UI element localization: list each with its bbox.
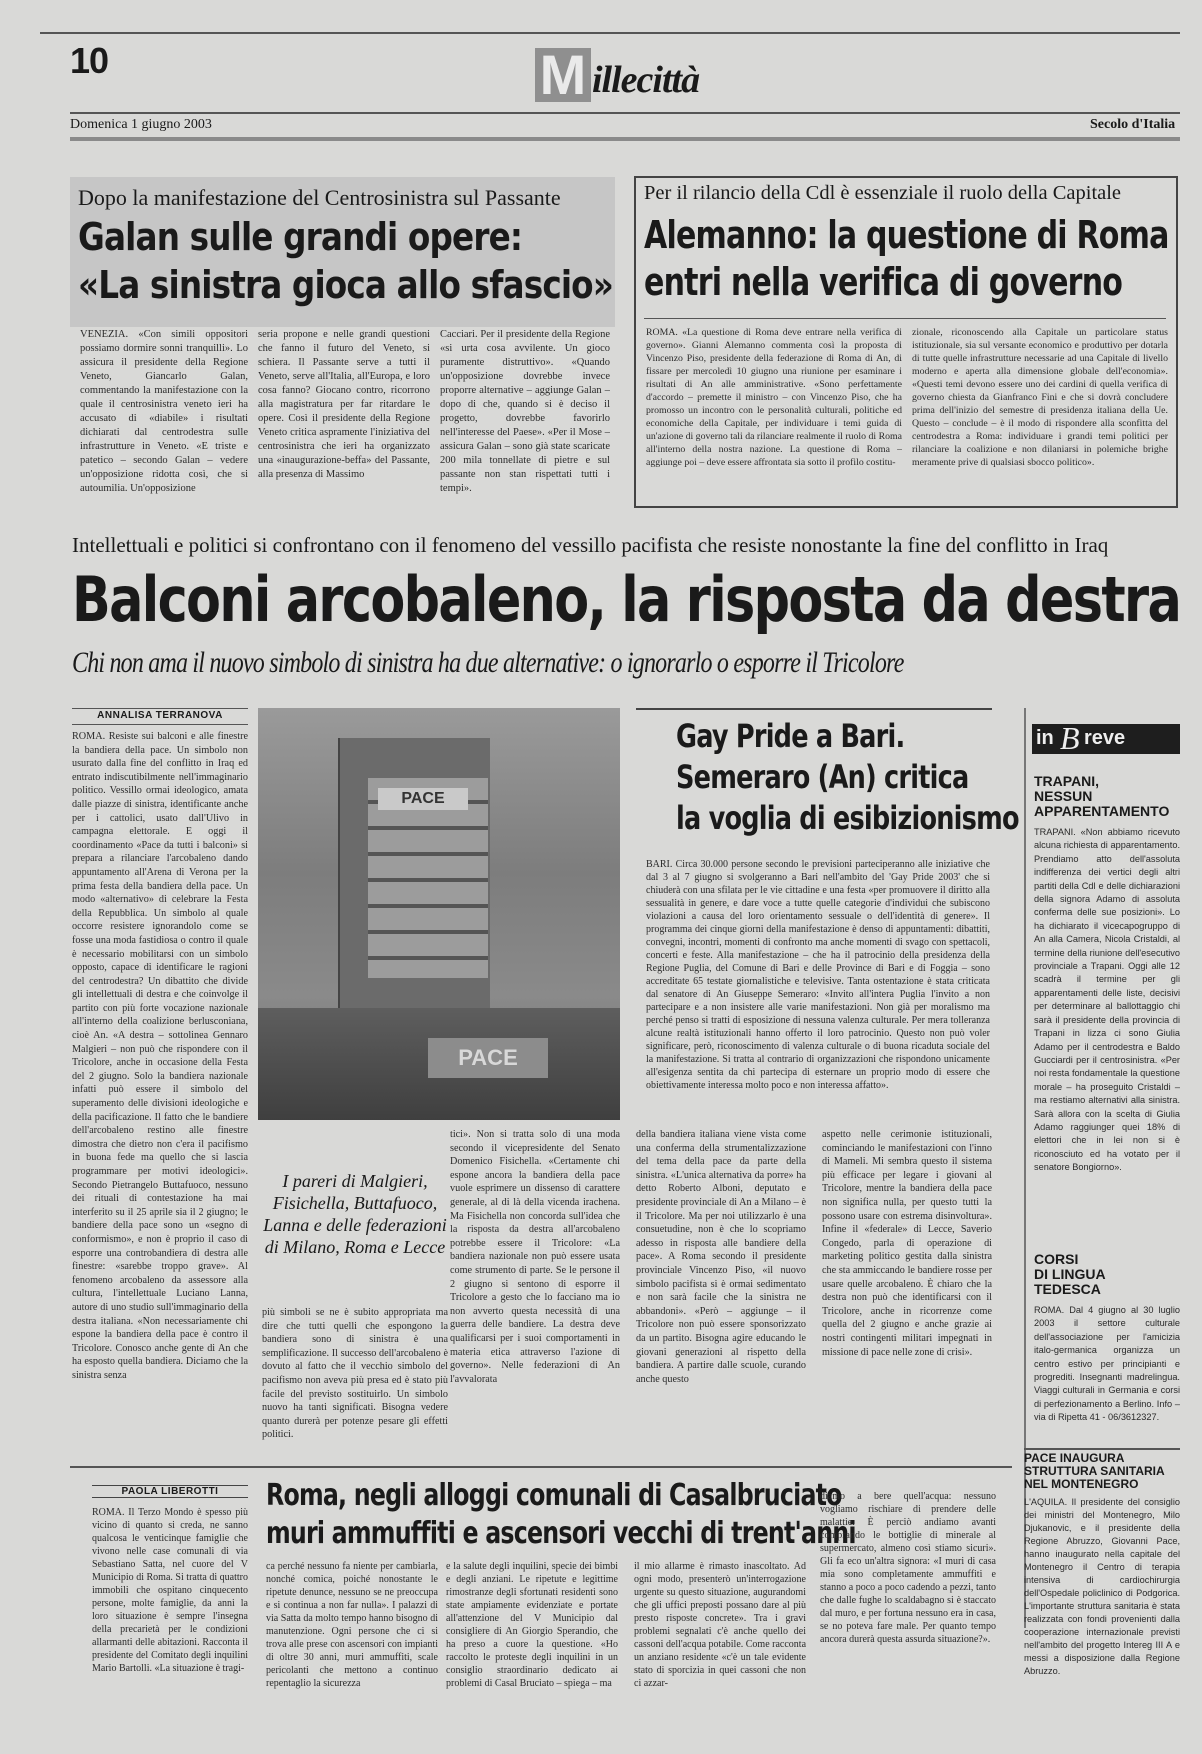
issue-date: Domenica 1 giugno 2003 xyxy=(70,117,212,132)
galan-headline-2: «La sinistra gioca allo sfascio» xyxy=(78,263,614,307)
brief-1-title-line-1: TRAPANI, xyxy=(1034,773,1100,789)
brief-3-title xyxy=(1024,1452,1180,1491)
casalbruciato-column-2: ca perché nessuno fa niente per cambiarla, nonché comica, poiché nonostante le ripetute denunce, nessuno se ne preoccupa e si continua a non far nulla». I palazzi di via Satta da molto tempo hanno bisogno di manutenzione. Ogni persone che ci si trova alle prese con ascensori con impianti di oltre 30 anni, muri ammuffiti, scale pericolanti che mettono a continuo repentaglio la sicurezza xyxy=(266,1561,438,1689)
casalbruciato-column-4: il mio allarme è rimasto inascoltato. Ad ogni modo, presenterò un'interrogazione urgente su questo situazione, augurandomi che gli uffici preposti possano dare al più presto risposte concrete». Tra i gravi problemi segnalati c'è anche quello dei cassoni dell'acqua potabile. Come racconta un anziano residente «c'è un tale evidente stato di sporcizia in quei cassoni che non ci azzar- xyxy=(634,1561,806,1689)
gaypride-rule xyxy=(636,708,992,710)
casalbruciato-rule xyxy=(70,1466,1012,1468)
top-rule xyxy=(40,32,1180,34)
brief-3-title-line-3: NEL MONTENEGRO xyxy=(1024,1477,1139,1491)
main-kicker: Intellettuali e politici si confrontano con il fenomeno del vessillo pacifista che resiste nonostante la fine del conflitto in Iraq xyxy=(72,533,1109,557)
inbreve-label-in: in xyxy=(1036,727,1054,749)
main-column-4: della bandiera italiana viene vista come una conferma della strumentalizzazione del tema della pace da parte della sinistra. «L'unica alternativa da porre» ha detto Roberto Alboni, deputato e presidente provinciale di An a Milano – è il Tricolore. Ma per noi utilizzarlo è una consuetudine, non è che lo scopriamo adesso in risposta alle bandiere della pace». A Roma secondo il presidente provinciale Vincenzo Piso, «il nuovo simbolo pacifista si è ormai sedimentato e non sarà facile che la sinistra ne abbandoni». «Però – aggiunge – il Tricolore non può essere sponsorizzato da un partito. Bisogna agire educando le giovani generazioni al rispetto della bandiera. A partire dalle scuole, curando anche questo xyxy=(636,1129,806,1385)
brief-2-title-line-2: DI LINGUA xyxy=(1034,1266,1106,1282)
section-initial: M xyxy=(535,48,591,102)
main-byline: ANNALISA TERRANOVA xyxy=(97,710,223,721)
alemanno-column-1: ROMA. «La questione di Roma deve entrare nella verifica di governo». Gianni Alemanno commenta così la proposta di Vincenzo Piso, presidente della federazione di Roma di An, di fissare per mercoledì 10 giugno una riunione per esaminare i risultati di An alle amministrative. «Sono perfettamente d'accordo – premette il ministro – con Vincenzo Piso, che ha promosso un incontro con le personalità culturali, politiche ed economiche della Capitale, per individuare i temi guida di un'azione di governo tali da rilanciare realmente il ruolo di Roma all'interno della nostra nazione. La questione di Roma – aggiunge poi – deve essere affrontata sia sotto il profilo costitu- xyxy=(646,327,902,468)
brief-2-title xyxy=(1034,1252,1106,1297)
galan-column-2: seria propone e nelle grandi questioni che fanno il futuro del Veneto, si schiera. Il Passante serve a tutti il Veneto, serve all'Italia, all'Europa, e loro cosa fanno? Giocano contro, ricorrono alla magistratura per far ritardare le opere. Così il presidente della Regione Veneto critica aspramente l'iniziativa del centrosinistra che ieri ha organizzato una «inaugurazione-beffa» del Passante, alla presenza di Massimo xyxy=(258,329,430,480)
brief-3-title-line-1: PACE INAUGURA xyxy=(1024,1451,1125,1465)
main-column-3: tici». Non si tratta solo di una moda secondo il vicepresidente del Senato Domenico Fisichella. «Certamente chi espone ancora la bandiera della pace vuole esprimere un dissenso di carattere generale, al di là della vicenda irachena. Ma Fisichella non concorda sull'idea che la risposta da destra all'arcobaleno potrebbe essere il Tricolore: «La bandiera nazionale non può essere usata come strumento di parte. Se le persone il 2 giugno si sentono di esporre il Tricolore a gesto che lo facciano ma io non avverto questa necessità di una guerra delle bandiere. La destra deve qualificarsi per i suoi comportamenti in materia etica attraverso l'azione di governo». Nelle federazioni di An l'avvalorata xyxy=(450,1129,620,1385)
page-number: 10 xyxy=(70,40,109,81)
newspaper-name: Secolo d'Italia xyxy=(1090,117,1176,132)
inbreve-label xyxy=(1032,720,1180,756)
alemanno-rule xyxy=(644,318,1166,319)
byline-rule-bottom xyxy=(72,724,248,725)
casalbruciato-byline: PAOLA LIBEROTTI xyxy=(92,1485,248,1498)
inbreve-label-rest: reve xyxy=(1084,727,1126,749)
galan-column-1: VENEZIA. «Con simili oppositori possiamo dormire sonni tranquilli». Lo assicura il presidente della Regione Veneto, Giancarlo Galan, commentando la manifestazione con la quale il centrosinistra veneto ieri ha accusato di «diabile» i risultati dichiarati dal centrodestra sulle infrastrutture in Veneto. «E triste e patetico – secondo Galan – vedere un'opposizione ridotta così, che si autoumilia. Un'opposizione xyxy=(80,329,248,494)
gaypride-headline-3: la voglia di esibizionismo xyxy=(676,799,1019,837)
casalbruciato-headline-2: muri ammuffiti e ascensori vecchi di trent'anni xyxy=(266,1516,856,1551)
masthead-rule-thick xyxy=(70,137,1180,141)
casalbruciato-column-1: ROMA. Il Terzo Mondo è spesso più vicino di quanto si creda, ne sanno qualcosa le venticinque famiglie che vivono nelle case comunali di via Sebastiano Satta, nel cuore del V Municipio di Roma. Si tratta di quattro immobili che ospitano cinquecento persone, molte famiglie, da anni la loro situazione è sempre l'insegna della precarietà per le condizioni allarmanti delle abitazioni. Racconta il presidente del Comitato degli inquilini Mario Bartolli. «La situazione è tragi- xyxy=(92,1507,248,1674)
photo-peace-flag: PACE xyxy=(378,788,468,810)
brief-3-title-line-2: STRUTTURA SANITARIA xyxy=(1024,1464,1165,1478)
pull-quote: I pareri di Malgieri, Fisichella, Buttafuoco, Lanna e delle federazioni di Milano, Roma e Lecce xyxy=(263,1171,447,1257)
galan-headline-1: Galan sulle grandi opere: xyxy=(78,215,523,259)
gaypride-body: BARI. Circa 30.000 persone secondo le previsioni parteciperanno alle iniziative che dal 3 al 7 giugno si svolgeranno a Bari nell'ambito del 'Gay Pride 2003' che si chiuderà con una sfilata per le vie cittadine e una festa «per promuovere il diritto alla sessualità in genere, e dare voce a tutte quelle categorie d'individui che subiscono violazioni a causa del loro orientamento sessuale o dell'identità di genere». Il programma dei cinque giorni della manifestazione è denso di appuntamenti: dibattiti, convegni, incontri, momenti di confronto ma anche momenti di svago con spettacoli, concerti e feste. Alla manifestazione – che ha il patrocinio della presidenza della Regione Puglia, del Comune di Bari e delle Province di Bari e di Foggia – sono accreditate 65 testate giornalistiche e televisive. Tanta ostentazione è stata criticata dal senatore di An Giuseppe Semeraro: «Invito all'intera Puglia l'invito a non partecipare e a non insistere alle varie manifestazioni. Non già per moralismo ma perché penso si tratti di esposizione di nessuna valenza culturale. Per mera tolleranza alcune realtà istituzionali hanno offerto il loro patrocinio. Questo non può voler significare, però, riconoscimento di valenza culturale o di buona ricaduta sociale del la manifestazione. Si tratta al contrario di organizzazioni che rispondono unicamente all'esigenza sentita da chi partecipa di esternare un proprio modo di essere che obiettivamente interessa molto poco e non interessa affatto». xyxy=(646,859,990,1091)
brief-3-rule xyxy=(1024,1448,1180,1450)
brief-3-body: L'AQUILA. Il presidente del consiglio dei ministri del Montenegro, Milo Djukanovic, e il presidente della Regione Abruzzo, Giovanni Pace, hanno inaugurato nella capitale del Montenegro il Centro di terapia intensiva di cardiochirurgia dell'Ospedale policlinico di Podgorica. L'importante struttura sanitaria è stata realizzata con fondi provenienti dalla cooperazione internazionale previsti nell'ambito del progetto Intereg III A e messi a disposizione dalla Regione Abruzzo. xyxy=(1024,1497,1180,1676)
alemanno-headline-1: Alemanno: la questione di Roma xyxy=(644,213,1169,257)
main-column-5: aspetto nelle cerimonie istituzionali, cominciando le manifestazioni con l'inno di Mameli. Mi sembra questo il sistema più efficace per legare i giovani al Tricolore, mentre la bandiera della pace non significa nulla, per questo tutti la possono usare con estrema disinvoltura». Infine il «federale» di Lecce, Saverio Congedo, parla di operazione di marketing politico gestita dalla sinistra che sta ammiccando le bandiere rosse per usare quelle arcobaleno. È chiaro che la destra non può che identificarsi con il Tricolore, anche in ricorrenze come quella del 2 giugno e anche grazie ai nostri contingenti militari impegnati in missione di pace nelle zone di crisi». xyxy=(822,1129,992,1358)
photo-balconies xyxy=(258,708,620,1120)
section-title: illecittà xyxy=(592,59,700,101)
casalbruciato-column-5: diamo a bere quell'acqua: nessuno vogliamo rischiare di prendere delle malattie. È perciò andiamo avanti comprando le bottiglie di minerale al supermercato, almeno così stiamo sicuri». Gli fa eco un'altra signora: «I muri di casa mia sono completamente ammuffiti e stanno a poco a poco cadendo a pezzi, tanto che dalle fughe lo scaldabagno si è staccato dal muro, e per fortuna nessuno era in casa, se no poteva fare male. Per quanto tempo ancora durerà questa assurda situazione?». xyxy=(820,1491,996,1645)
gaypride-headline-2: Semeraro (An) critica xyxy=(676,758,969,796)
gaypride-headline-1: Gay Pride a Bari. xyxy=(676,717,905,755)
galan-column-3: Cacciari. Per il presidente della Regione «si urta cosa avvilente. Un gioco puramente distruttivo». «Quando un'opposizione dovrebbe invece proporre alternative – aggiunge Galan – dopo di che, quando si è deciso il progetto, dovrebbe favorirlo nell'interesse del Paese». «Per il Mose – assicura Galan – sono già state scaricate 200 mila tonnellate di pietre e sul passante non stan rispettati tutti i tempi». xyxy=(440,329,610,494)
photo-peace-flag-2: PACE xyxy=(428,1038,548,1078)
main-column-1: ROMA. Resiste sui balconi e alle finestre la bandiera della pace. Un simbolo non usurato dalla fine del conflitto in Iraq ed entrato indiscutibilmente nell'immaginario politico. Vessillo ormai ideologico, amata dalle piazze di sinistra, identificante anche per i cattolici, usato dall'Ulivo in campagna elettorale. E oggi il coordinamento «Pace da tutti i balconi» si prepara a rilanciare l'arcobaleno dando appuntamento all'Arena di Verona per la prima festa della bandiera della pace. Un modo «alternativo» di celebrare la Festa della Repubblica. Un simbolo al quale occorre resistere ignorandolo come se fosse una moda fastidiosa o contro il quale è necessario mobilitarsi con un simbolo opposto, capace di identificare le ragioni del centrodestra? Un dibattito che divide gli intellettuali di destra e che coinvolge il partito con più forte vocazione nazionale all'interno della coalizione berlusconiana, cioè An. «A destra – sottolinea Gennaro Malgieri – non può che rispondere con il Tricolore, anche in occasione della Festa del 2 giugno. Solo la bandiera nazionale infatti può essere il simbolo del superamento delle divisioni ideologiche e della pacificazione. Il fatto che le bandiere dell'arcobaleno restino alle finestre dimostra che dietro non c'era il pacifismo in buona fede ma quello che si lascia programmare per motivi ideologici». Secondo Pietrangelo Buttafuoco, nessuno dei rituali di contestazione ha mai interferito su il 25 aprile sia il 2 giugno; le bandiere della pace sono un «segno di conformismo», e non è proprio il caso di esporre una controbandiera di destra alle finestre: «sarebbe troppo grave». Al fenomeno arcobaleno da assessore alla cultura, l'intellettuale Luciano Lanna, autore di uno studio sull'immaginario della destra italiana. «Non necessariamente chi espone la bandiera della pace è contro il Tricolore. Conosco anche gente di An che ha esposto quella bandiera. Diciamo che la sinistra senza xyxy=(72,731,248,1381)
masthead-rule xyxy=(70,112,1180,114)
main-subhead: Chi non ama il nuovo simbolo di sinistra ha due alternative: o ignorarlo o esporre il Tricolore xyxy=(72,646,904,679)
brief-2-body: ROMA. Dal 4 giugno al 30 luglio 2003 il settore culturale dell'associazione per l'amicizia italo-germanica organizza un centro estivo per principianti e progrediti. Insegnanti madrelingua. Viaggi culturali in Germania e corsi di perfezionamento a Berlino. Info – via di Ripetta 41 - 06/3612327. xyxy=(1034,1305,1180,1423)
brief-1-title-line-3: APPARENTAMENTO xyxy=(1034,803,1170,819)
main-headline: Balconi arcobaleno, la risposta da destra xyxy=(72,563,1181,636)
byline-rule-top xyxy=(72,708,248,709)
alemanno-column-2: zionale, riconoscendo alla Capitale un particolare status istituzionale, sia sul versante economico e produttivo per dotarla di tutte quelle infrastrutture necessarie ad una Capitale di livello moderno e aperta alla dimensione globale dell'economia». «Questi temi devono essere uno dei cardini di quella verifica di governo chiesta da Gianfranco Fini e che si dovrà concludere prima dell'inizio del semestre di presidenza italiana della Ue. Questo – conclude – è il modo di rispondere alla sconfitta del centrodestra a Roma: individuare i grandi temi politici per rilanciare la coalizione e non dilaniarsi in polemiche brighe meramente prive di qualsiasi sbocco politico». xyxy=(912,327,1168,468)
inbreve-label-b: B xyxy=(1060,720,1080,756)
main-column-2: più simboli se ne è subito appropriata ma dire che tutti quelli che espongono la bandiera sono di sinistra è una semplificazione. Il successo dell'arcobaleno è dovuto al fatto che il vecchio simbolo del pacifismo non aveva più presa ed è stato più facile del previsto sostituirlo. Un simbolo nuovo ha tanti significati. Bisogna vedere quanto durerà per potenze pesare gli effetti politici. xyxy=(262,1307,448,1441)
galan-kicker: Dopo la manifestazione del Centrosinistra sul Passante xyxy=(78,185,561,210)
alemanno-headline-2: entri nella verifica di governo xyxy=(644,260,1123,304)
brief-2-title-line-3: TEDESCA xyxy=(1034,1281,1101,1297)
alemanno-kicker: Per il rilancio della Cdl è essenziale il ruolo della Capitale xyxy=(644,182,1122,204)
brief-2-title-line-1: CORSI xyxy=(1034,1251,1079,1267)
brief-1-title xyxy=(1034,774,1169,819)
brief-1-body: TRAPANI. «Non abbiamo ricevuto alcuna richiesta di apparentamento. Prendiamo atto dell'assoluta indifferenza dei vertici degli altri partiti della Cdl e delle dichiarazioni della signora Adamo di assoluta conferma delle sue posizioni». Lo ha dichiarato il vicecapogruppo di An alla Camera, Nicola Cristaldi, al termine della riunione dell'esecutivo provinciale a Trapani. Oggi alle 12 scadrà il termine per gli apparentamenti delle liste, decisivi per determinare al ballottaggio chi sarà il presidente della provincia di Trapani in lizza ci sono Giulia Adamo per il centrodestra e Baldo Gucciardi per il centrosinistra. «Per noi resta fondamentale la questione morale – ha proseguito Cristaldi – ma restiamo alternativi alla sinistra. Sarà allora con la scelta di Giulia Adamo raggiunger quei 18% di elettori che in lei non si è riconosciuto ed ha votato per il senatore Bongiorno». xyxy=(1034,827,1180,1173)
brief-1-title-line-2: NESSUN xyxy=(1034,788,1093,804)
casalbruciato-headline-1: Roma, negli alloggi comunali di Casalbruciato xyxy=(266,1478,842,1513)
casalbruciato-column-3: e la salute degli inquilini, specie dei bimbi e degli anziani. Le ripetute e legittime rimostranze degli sfortunati residenti sono state ampiamente evidenziate e portate all'attenzione del V Municipio dal consigliere di An Giorgio Sperandio, che ha preso a cuore la questione. «Ho raccolto le proteste degli inquilini in un consiglio straordinario dedicato ai problemi di Casal Bruciato – spiega – ma xyxy=(446,1561,618,1689)
